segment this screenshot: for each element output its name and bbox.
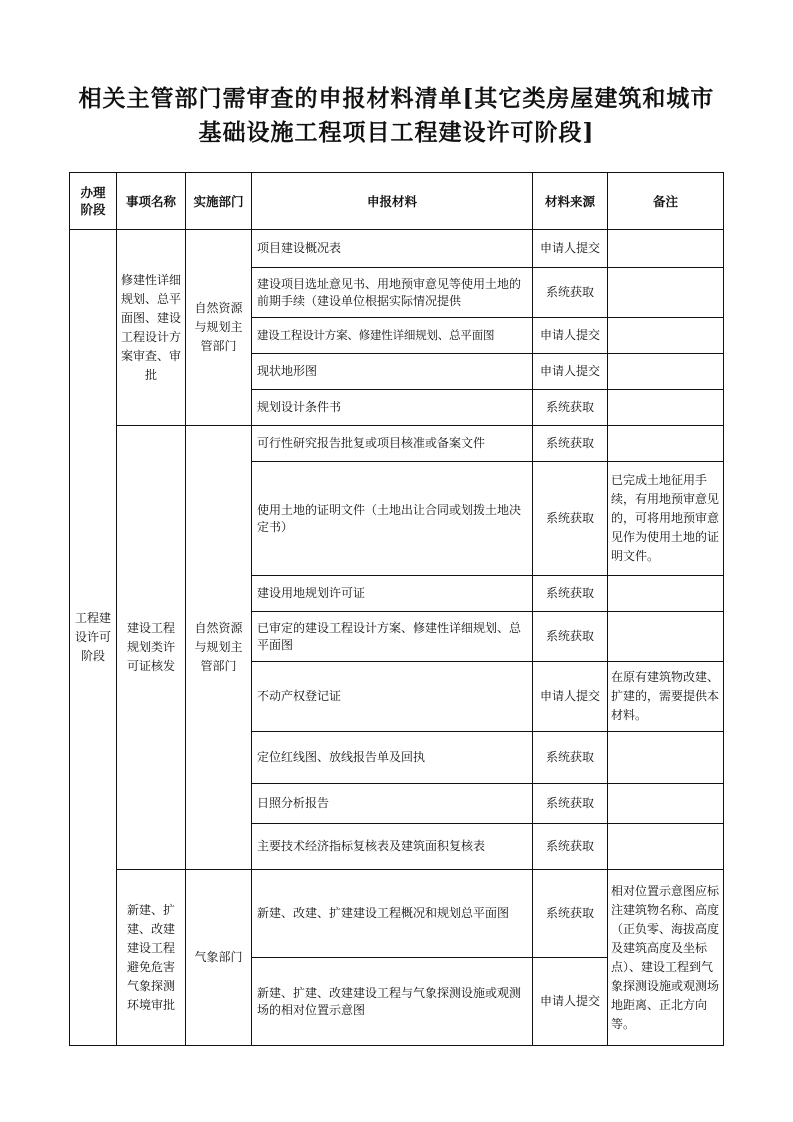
material-cell: 主要技术经济指标复核表及建筑面积复核表 — [252, 824, 533, 870]
header-note: 备注 — [608, 173, 724, 230]
materials-table — [69, 172, 724, 1046]
source-cell: 系统获取 — [533, 870, 608, 958]
source-cell: 系统获取 — [533, 462, 608, 576]
note-cell — [608, 576, 724, 612]
header-dept: 实施部门 — [186, 173, 252, 230]
note-cell — [608, 426, 724, 462]
source-cell: 申请人提交 — [533, 662, 608, 732]
material-cell: 新建、改建、扩建建设工程概况和规划总平面图 — [252, 870, 533, 958]
source-cell: 系统获取 — [533, 426, 608, 462]
source-cell: 申请人提交 — [533, 354, 608, 390]
page-title-line-2: 基础设施工程项目工程建设许可阶段] — [198, 119, 595, 146]
source-cell: 申请人提交 — [533, 230, 608, 268]
note-cell: 相对位置示意图应标注建筑物名称、高度（正负零、海拔高度及建筑高度及坐标点）、建设工程到气象探测设施或观测场地距离、正北方向等。 — [608, 870, 724, 1046]
dept-cell: 气象部门 — [186, 870, 252, 1046]
table-row — [70, 230, 724, 268]
material-cell: 新建、扩建、改建建设工程与气象探测设施或观测场的相对位置示意图 — [252, 958, 533, 1046]
table-header-row — [70, 173, 724, 230]
header-source: 材料来源 — [533, 173, 608, 230]
material-cell: 日照分析报告 — [252, 784, 533, 824]
material-cell: 建设项目选址意见书、用地预审意见等使用土地的前期手续（建设单位根据实际情况提供 — [252, 268, 533, 318]
material-cell: 建设用地规划许可证 — [252, 576, 533, 612]
material-cell: 项目建设概况表 — [252, 230, 533, 268]
material-cell: 不动产权登记证 — [252, 662, 533, 732]
stage-cell: 工程建设许可阶段 — [70, 230, 117, 1046]
note-cell — [608, 230, 724, 268]
note-cell — [608, 612, 724, 662]
source-cell: 系统获取 — [533, 612, 608, 662]
dept-cell: 自然资源与规划主管部门 — [186, 426, 252, 870]
source-cell: 申请人提交 — [533, 318, 608, 354]
note-cell — [608, 824, 724, 870]
item-cell: 新建、扩建、改建建设工程避免危害气象探测环境审批 — [117, 870, 186, 1046]
table-row — [70, 870, 724, 958]
note-cell — [608, 390, 724, 426]
note-cell — [608, 354, 724, 390]
note-cell: 在原有建筑物改建、扩建的，需要提供本材料。 — [608, 662, 724, 732]
material-cell: 建设工程设计方案、修建性详细规划、总平面图 — [252, 318, 533, 354]
source-cell: 系统获取 — [533, 824, 608, 870]
material-cell: 规划设计条件书 — [252, 390, 533, 426]
source-cell: 系统获取 — [533, 390, 608, 426]
note-cell — [608, 784, 724, 824]
header-stage: 办理阶段 — [70, 173, 117, 230]
table-row — [70, 426, 724, 462]
source-cell: 系统获取 — [533, 576, 608, 612]
material-cell: 已审定的建设工程设计方案、修建性详细规划、总平面图 — [252, 612, 533, 662]
material-cell: 使用土地的证明文件（土地出让合同或划拨土地决定书） — [252, 462, 533, 576]
item-cell: 修建性详细规划、总平面图、建设工程设计方案审查、审批 — [117, 230, 186, 426]
source-cell: 系统获取 — [533, 784, 608, 824]
header-item: 事项名称 — [117, 173, 186, 230]
material-cell: 定位红线图、放线报告单及回执 — [252, 732, 533, 784]
note-cell — [608, 268, 724, 318]
source-cell: 系统获取 — [533, 268, 608, 318]
item-cell: 建设工程规划类许可证核发 — [117, 426, 186, 870]
note-cell — [608, 318, 724, 354]
material-cell: 现状地形图 — [252, 354, 533, 390]
source-cell: 申请人提交 — [533, 958, 608, 1046]
header-material: 申报材料 — [252, 173, 533, 230]
dept-cell: 自然资源与规划主管部门 — [186, 230, 252, 426]
page-title-line-1: 相关主管部门需审查的申报材料清单[其它类房屋建筑和城市 — [78, 85, 715, 112]
material-cell: 可行性研究报告批复或项目核准或备案文件 — [252, 426, 533, 462]
source-cell: 系统获取 — [533, 732, 608, 784]
note-cell: 已完成土地征用手续，有用地预审意见的，可将用地预审意见作为使用土地的证明文件。 — [608, 462, 724, 576]
note-cell — [608, 732, 724, 784]
